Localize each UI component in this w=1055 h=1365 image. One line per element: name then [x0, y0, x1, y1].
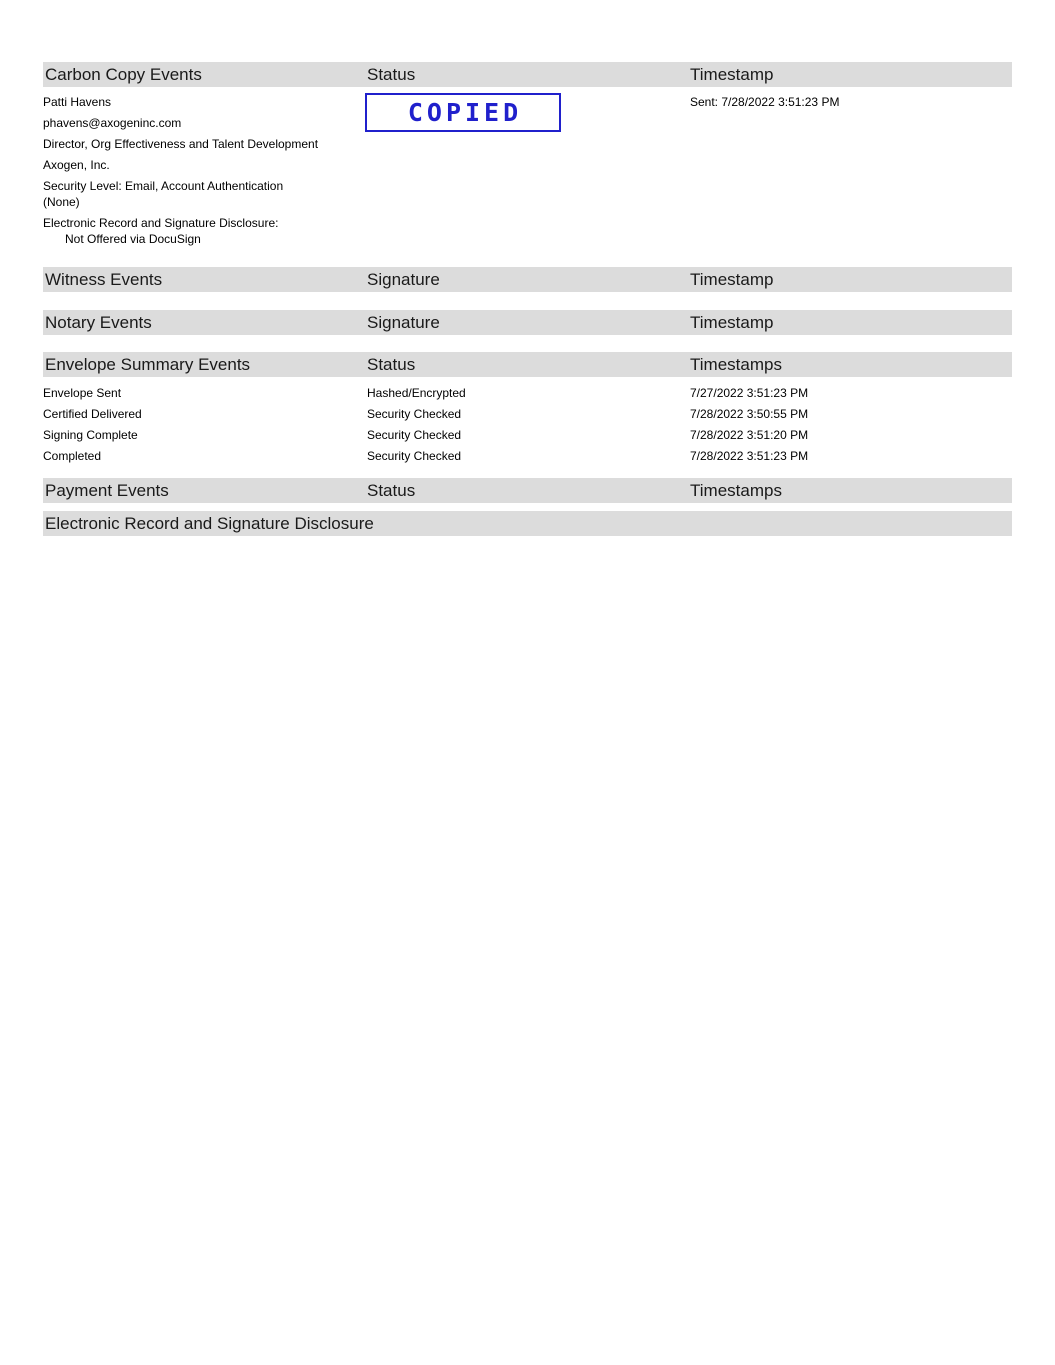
envelope-summary-events-title: Envelope Summary Events [45, 355, 251, 374]
recipient-disclosure-label: Electronic Record and Signature Disclosure: [43, 216, 279, 230]
recipient-job-title: Director, Org Effectiveness and Talent Development [43, 137, 319, 151]
electronic-record-disclosure-title: Electronic Record and Signature Disclosure [45, 514, 374, 533]
event-cell: Completed [43, 449, 102, 463]
envelope-summary-rows [43, 383, 1012, 467]
carbon-copy-events-header-bar [43, 62, 1012, 87]
event-cell: Signing Complete [43, 428, 138, 442]
notary-signature-column-header: Signature [367, 313, 440, 332]
copied-status-stamp [365, 93, 561, 132]
carbon-copy-status-column-header: Status [367, 65, 416, 84]
notary-timestamp-column-header: Timestamp [690, 313, 774, 332]
recipient-security-level-line2: (None) [43, 195, 80, 209]
table-row [43, 425, 1012, 446]
notary-events-title: Notary Events [45, 313, 152, 332]
timestamp-cell: 7/28/2022 3:50:55 PM [690, 407, 809, 421]
status-cell: Hashed/Encrypted [367, 386, 466, 400]
table-row [43, 446, 1012, 467]
notary-events-header-bar [43, 310, 1012, 335]
recipient-disclosure-value: Not Offered via DocuSign [65, 232, 201, 246]
carbon-copy-timestamp-column-header: Timestamp [690, 65, 774, 84]
recipient-name: Patti Havens [43, 95, 112, 109]
carbon-copy-events-title: Carbon Copy Events [45, 65, 202, 84]
event-cell: Envelope Sent [43, 386, 122, 400]
witness-events-title: Witness Events [45, 270, 163, 289]
payment-events-title: Payment Events [45, 481, 169, 500]
payment-events-header-bar [43, 478, 1012, 503]
table-row [43, 404, 1012, 425]
envelope-summary-status-column-header: Status [367, 355, 416, 374]
carbon-copy-sent-timestamp: Sent: 7/28/2022 3:51:23 PM [690, 95, 840, 109]
witness-events-header-bar [43, 267, 1012, 292]
carbon-copy-recipient-details [43, 94, 373, 252]
payment-status-column-header: Status [367, 481, 416, 500]
timestamp-cell: 7/28/2022 3:51:23 PM [690, 449, 809, 463]
electronic-record-disclosure-header-bar [43, 511, 1012, 536]
status-cell: Security Checked [367, 407, 462, 421]
status-cell: Security Checked [367, 428, 462, 442]
envelope-summary-events-header-bar [43, 352, 1012, 377]
table-row [43, 383, 1012, 404]
witness-signature-column-header: Signature [367, 270, 440, 289]
recipient-company: Axogen, Inc. [43, 158, 110, 172]
recipient-email: phavens@axogeninc.com [43, 116, 182, 130]
payment-timestamps-column-header: Timestamps [690, 481, 782, 500]
copied-stamp-label: COPIED [407, 98, 523, 127]
timestamp-cell: 7/27/2022 3:51:23 PM [690, 386, 809, 400]
status-cell: Security Checked [367, 449, 462, 463]
witness-timestamp-column-header: Timestamp [690, 270, 774, 289]
recipient-security-level-line1: Security Level: Email, Account Authentication [43, 179, 284, 193]
envelope-summary-timestamps-column-header: Timestamps [690, 355, 782, 374]
timestamp-cell: 7/28/2022 3:51:20 PM [690, 428, 809, 442]
event-cell: Certified Delivered [43, 407, 142, 421]
